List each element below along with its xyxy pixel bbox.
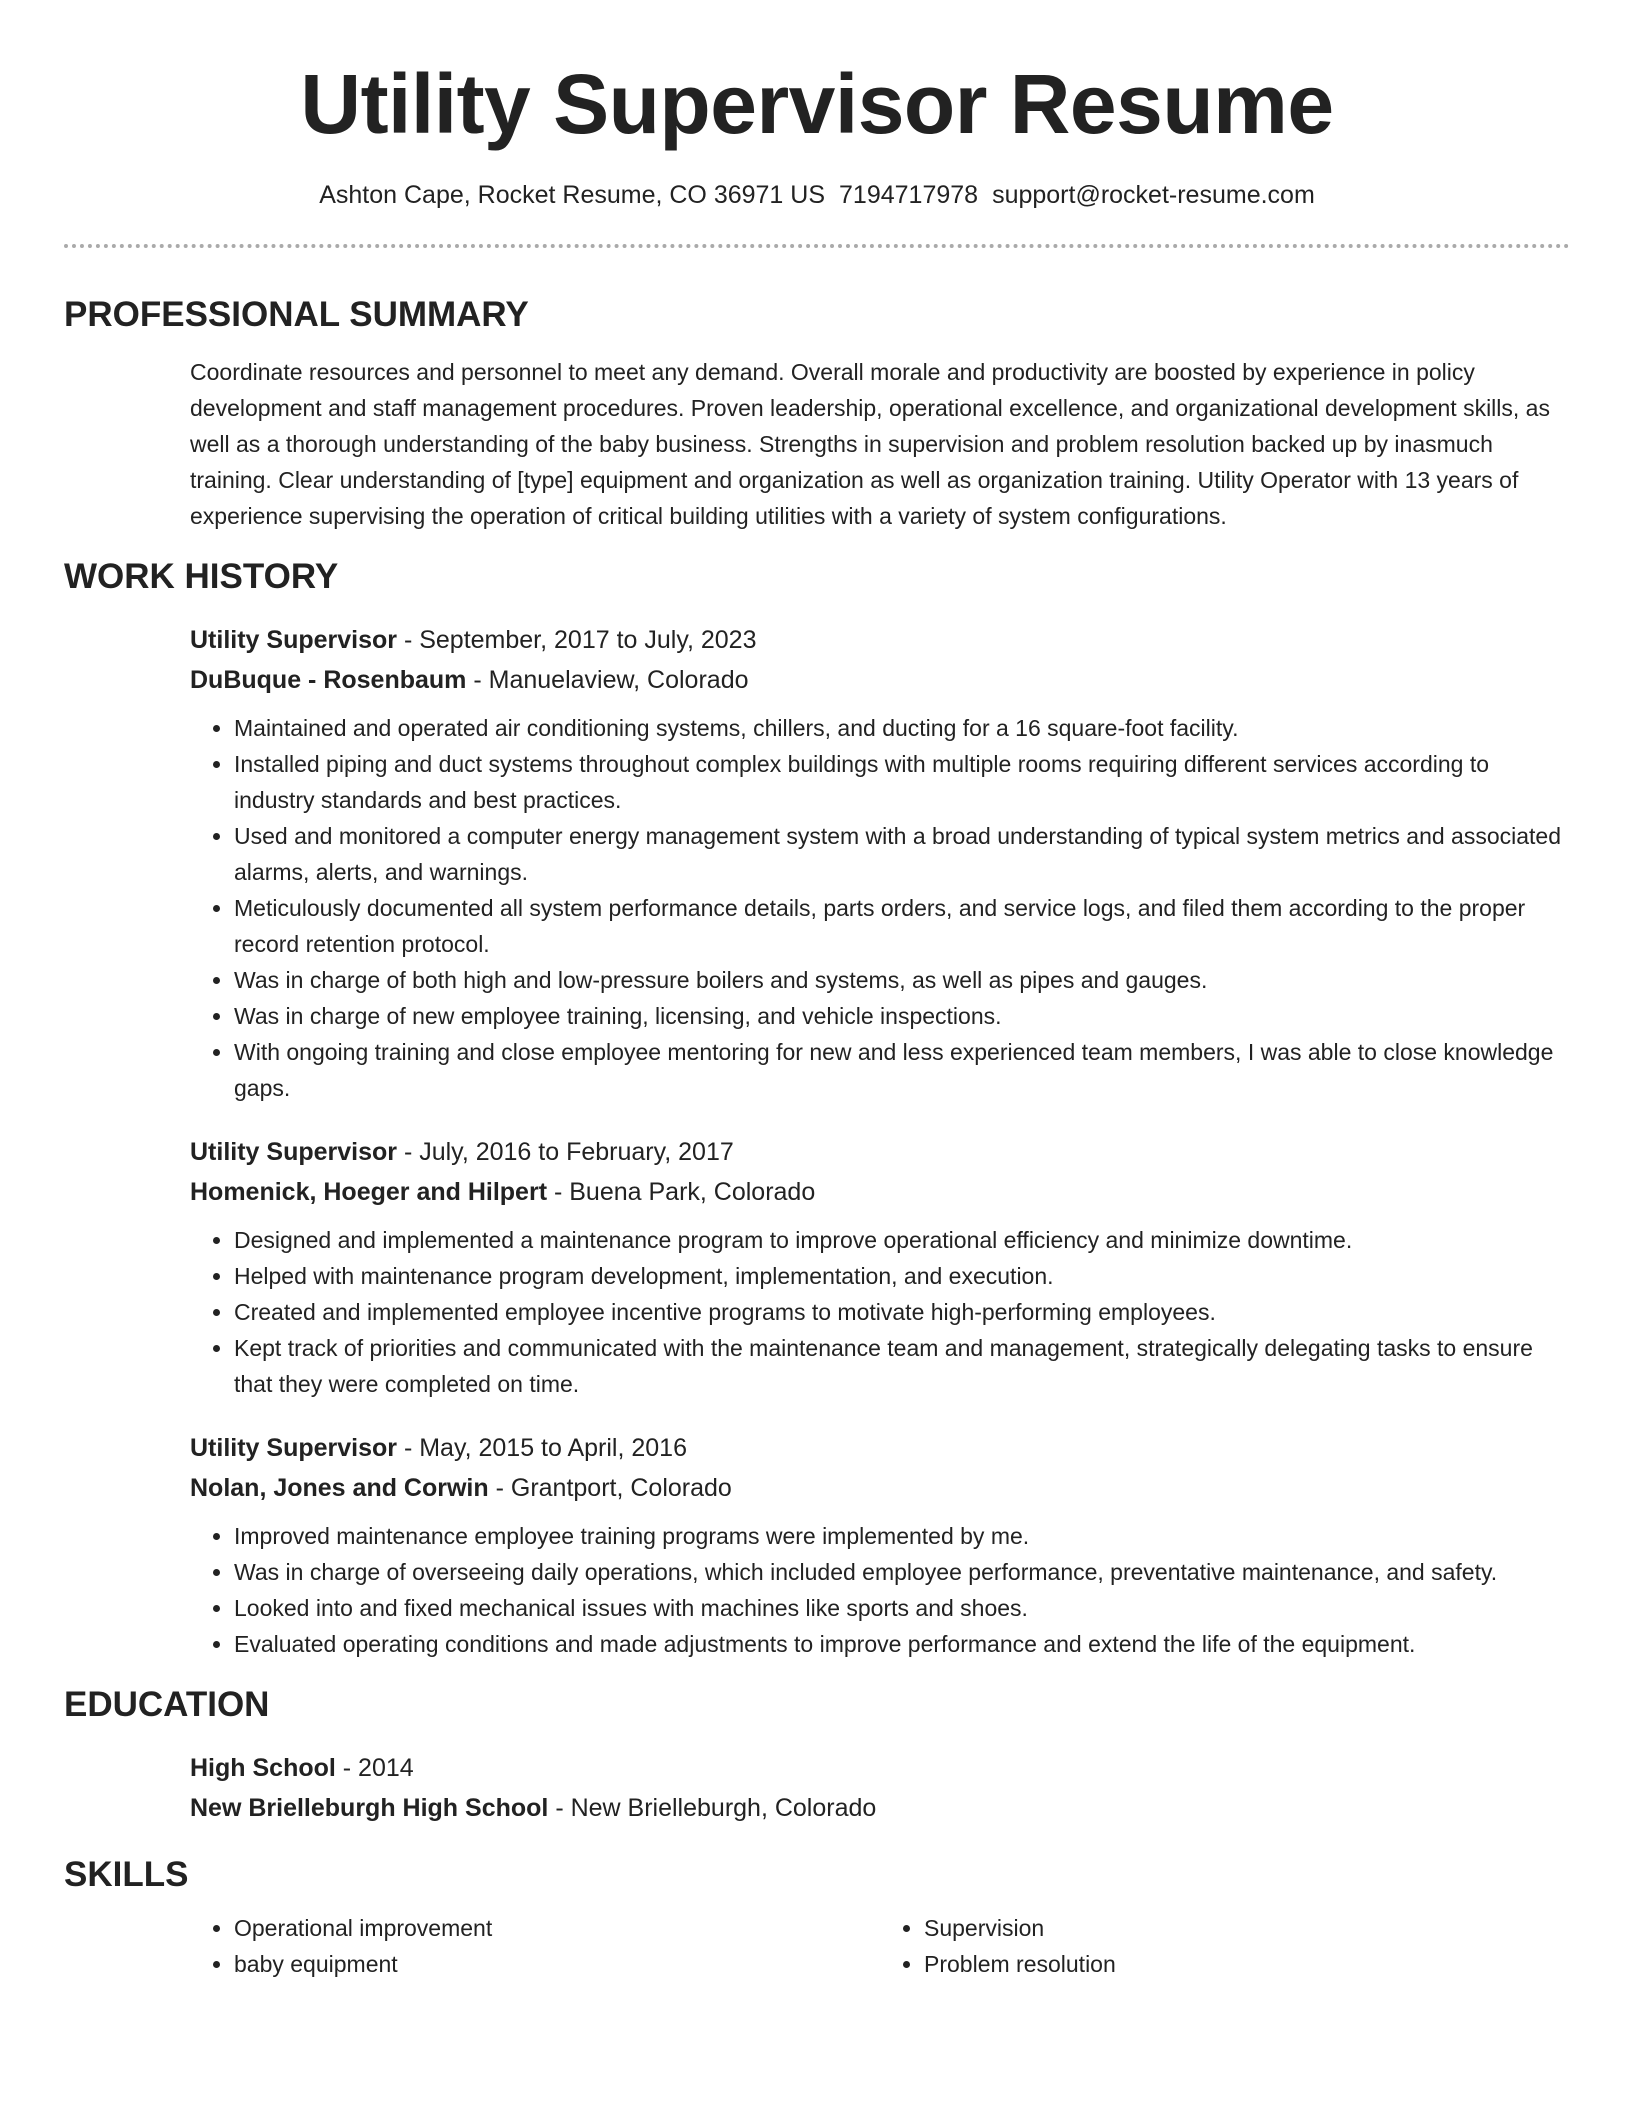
job-bullet: • Improved maintenance employee training programs were implemented by me. bbox=[234, 1518, 1570, 1554]
job-bullet: • Evaluated operating conditions and made adjustments to improve performance and extend the life of the equipment. bbox=[234, 1626, 1570, 1662]
summary-heading: PROFESSIONAL SUMMARY bbox=[64, 295, 529, 334]
job-entry bbox=[190, 1132, 1570, 1402]
job-company: Homenick, Hoeger and Hilpert bbox=[190, 1178, 548, 1206]
job-company: Nolan, Jones and Corwin bbox=[190, 1474, 489, 1502]
job-location: - Manuelaview, Colorado bbox=[466, 666, 749, 694]
contact-email: support@rocket-resume.com bbox=[992, 181, 1315, 209]
job-bullet: • Created and implemented employee incentive programs to motivate high-performing employees. bbox=[234, 1294, 1570, 1330]
contact-address: Ashton Cape, Rocket Resume, CO 36971 US bbox=[319, 181, 826, 209]
skills-left-column bbox=[190, 1910, 880, 1982]
education-degree-line bbox=[190, 1748, 1570, 1788]
contact-line bbox=[64, 180, 1570, 210]
resume-page bbox=[64, 0, 1570, 1982]
summary-text: Coordinate resources and personnel to meet any demand. Overall morale and productivity are boosted by experience in policy development and staff management procedures. Proven leadership, operational excellence, and organizational development skills, as well as a thorough understanding of the baby business. Strengths in supervision and problem resolution backed up by inasmuch training. Clear understanding of [type] equipment and organization as well as organization training. Utility Operator with 13 years of experience supervising the operation of critical building utilities with a variety of system configurations. bbox=[190, 359, 1550, 529]
education-heading: EDUCATION bbox=[64, 1685, 270, 1724]
job-bullets bbox=[190, 1518, 1570, 1662]
job-bullet: • Was in charge of both high and low-pressure boilers and systems, as well as pipes and gauges. bbox=[234, 962, 1570, 998]
job-bullets bbox=[190, 710, 1570, 1106]
skill-item: • Operational improvement bbox=[234, 1910, 880, 1946]
job-title: Utility Supervisor bbox=[190, 1434, 397, 1462]
job-bullet: • Used and monitored a computer energy management system with a broad understanding of typical system metrics and associated alarms, alerts, and warnings. bbox=[234, 818, 1570, 890]
job-entry bbox=[190, 620, 1570, 1106]
job-dates: - September, 2017 to July, 2023 bbox=[397, 626, 757, 654]
education-location: - New Brielleburgh, Colorado bbox=[548, 1794, 877, 1822]
job-bullet: • Was in charge of new employee training, licensing, and vehicle inspections. bbox=[234, 998, 1570, 1034]
summary-section bbox=[64, 294, 1570, 534]
education-school-line bbox=[190, 1788, 1570, 1828]
job-bullet: • Maintained and operated air conditioning systems, chillers, and ducting for a 16 square-foot facility. bbox=[234, 710, 1570, 746]
skills-heading: SKILLS bbox=[64, 1855, 189, 1894]
job-bullet: • Kept track of priorities and communicated with the maintenance team and management, strategically delegating tasks to ensure that they were completed on time. bbox=[234, 1330, 1570, 1402]
job-bullet: • Helped with maintenance program development, implementation, and execution. bbox=[234, 1258, 1570, 1294]
work-history-section bbox=[64, 556, 1570, 1662]
job-company-line bbox=[190, 1468, 1570, 1508]
job-entry bbox=[190, 1428, 1570, 1662]
job-company-line bbox=[190, 660, 1570, 700]
job-company: DuBuque - Rosenbaum bbox=[190, 666, 467, 694]
job-company-line bbox=[190, 1172, 1570, 1212]
skill-item: • baby equipment bbox=[234, 1946, 880, 1982]
skills-grid bbox=[190, 1910, 1570, 1982]
job-bullets bbox=[190, 1222, 1570, 1402]
resume-title: Utility Supervisor Resume bbox=[300, 57, 1334, 151]
education-year: - 2014 bbox=[335, 1754, 414, 1782]
job-bullet: • Installed piping and duct systems throughout complex buildings with multiple rooms requiring different services according to industry standards and best practices. bbox=[234, 746, 1570, 818]
education-degree: High School bbox=[190, 1754, 336, 1782]
job-bullet: • Designed and implemented a maintenance program to improve operational efficiency and minimize downtime. bbox=[234, 1222, 1570, 1258]
job-title-line bbox=[190, 620, 1570, 660]
job-bullet: • With ongoing training and close employee mentoring for new and less experienced team members, I was able to close knowledge gaps. bbox=[234, 1034, 1570, 1106]
job-bullet: • Meticulously documented all system performance details, parts orders, and service logs, and filed them according to the proper record retention protocol. bbox=[234, 890, 1570, 962]
skills-section bbox=[64, 1854, 1570, 1982]
job-dates: - July, 2016 to February, 2017 bbox=[397, 1138, 734, 1166]
contact-phone: 7194717978 bbox=[839, 181, 979, 209]
job-location: - Grantport, Colorado bbox=[488, 1474, 732, 1502]
job-title-line bbox=[190, 1132, 1570, 1172]
skills-right-column bbox=[880, 1910, 1570, 1982]
education-section bbox=[64, 1684, 1570, 1828]
skill-item: • Supervision bbox=[924, 1910, 1570, 1946]
job-title: Utility Supervisor bbox=[190, 626, 397, 654]
job-title: Utility Supervisor bbox=[190, 1138, 397, 1166]
job-bullet: • Looked into and fixed mechanical issues with machines like sports and shoes. bbox=[234, 1590, 1570, 1626]
skill-item: • Problem resolution bbox=[924, 1946, 1570, 1982]
header-divider bbox=[64, 244, 1570, 248]
work-history-heading: WORK HISTORY bbox=[64, 557, 339, 596]
job-dates: - May, 2015 to April, 2016 bbox=[397, 1434, 687, 1462]
job-bullet: • Was in charge of overseeing daily operations, which included employee performance, preventative maintenance, and safety. bbox=[234, 1554, 1570, 1590]
education-school: New Brielleburgh High School bbox=[190, 1794, 549, 1822]
job-location: - Buena Park, Colorado bbox=[547, 1178, 816, 1206]
job-title-line bbox=[190, 1428, 1570, 1468]
